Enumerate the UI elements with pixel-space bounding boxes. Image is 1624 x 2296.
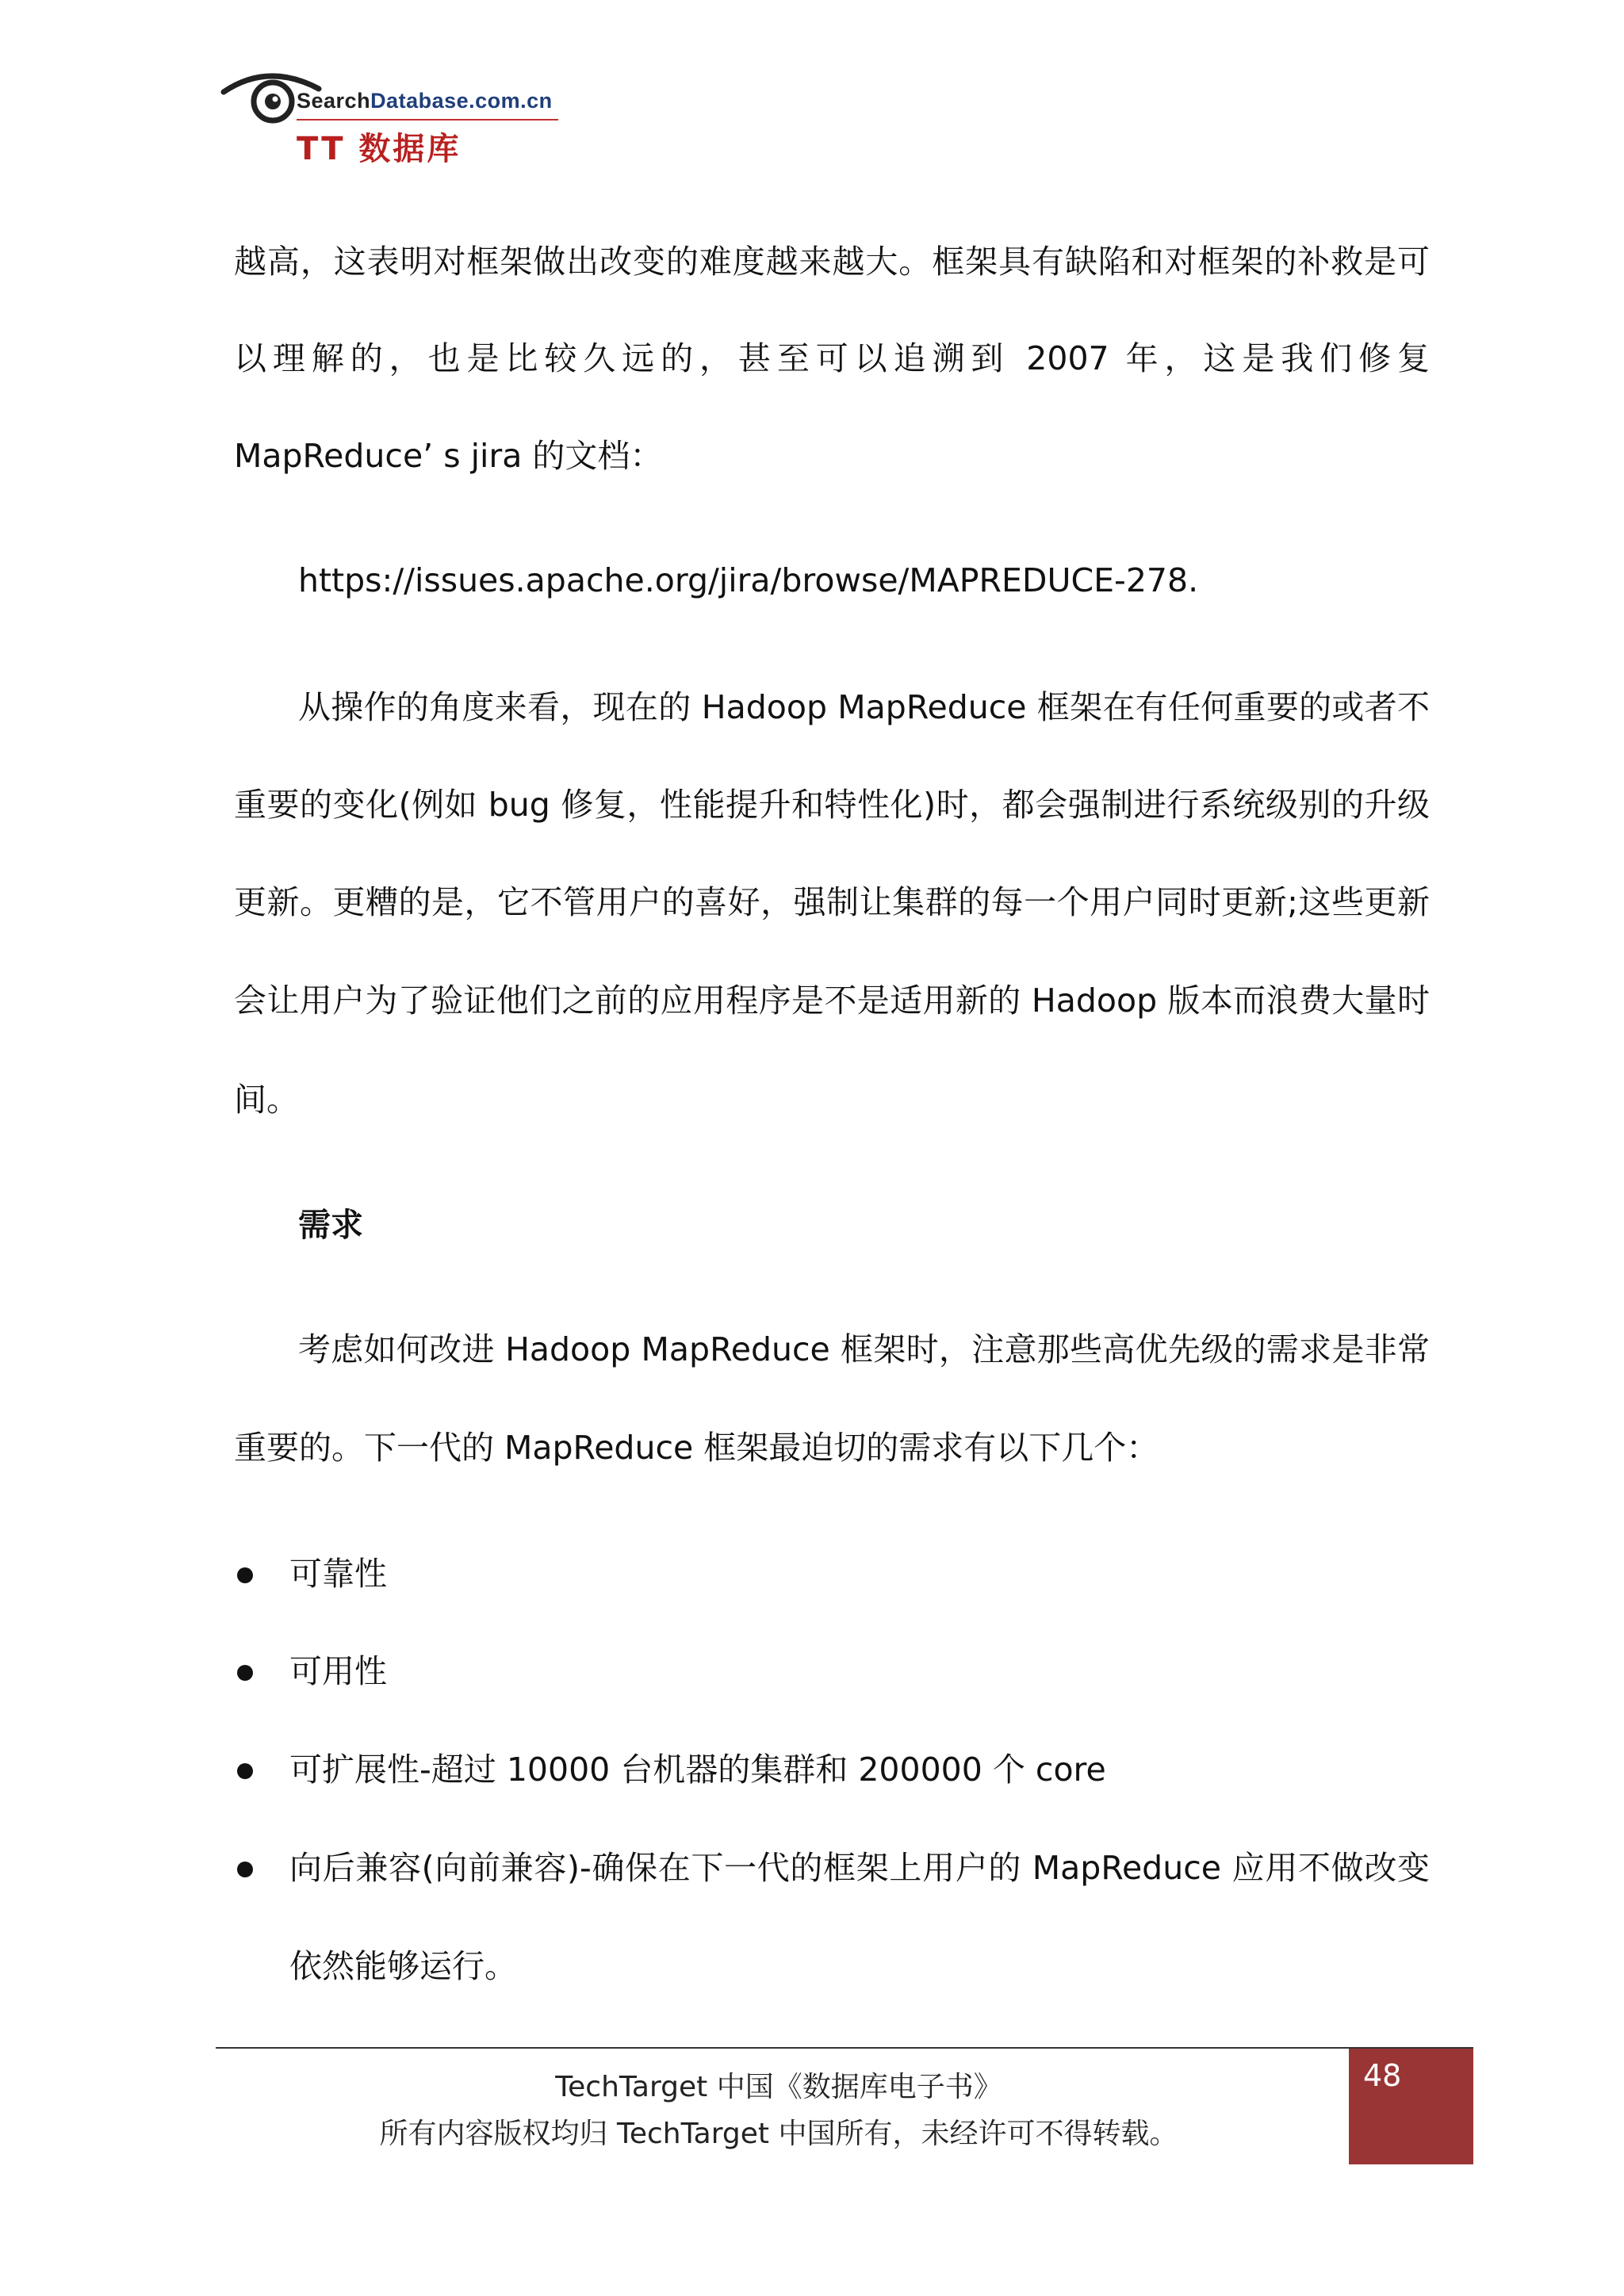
body-line: 以理解的，也是比较久远的，甚至可以追溯到 2007 年，这是我们修复 — [234, 339, 1430, 377]
list-item-continuation: 依然能够运行。 — [289, 1947, 517, 1985]
list-item-text: 向后兼容(向前兼容)-确保在下一代的框架上用户的 MapReduce 应用不做改变 — [289, 1849, 1430, 1887]
body-line: 从操作的角度来看，现在的 Hadoop MapReduce 框架在有任何重要的或者不 — [298, 688, 1430, 726]
bullet-icon — [237, 1665, 253, 1681]
site-logo — [220, 65, 569, 168]
logo-cn-name: TT 数据库 — [297, 131, 462, 167]
list-item-text: 可用性 — [289, 1652, 387, 1690]
body-line: 间。 — [234, 1081, 299, 1119]
body-line: 更新。更糟的是，它不管用户的喜好，强制让集群的每一个用户同时更新;这些更新 — [234, 883, 1430, 921]
jira-url: https://issues.apache.org/jira/browse/MAPREDUCE-278. — [298, 561, 1199, 599]
bullet-icon — [237, 1567, 253, 1583]
section-heading: 需求 — [298, 1206, 363, 1244]
list-item-text: 可扩展性-超过 10000 台机器的集群和 200000 个 core — [289, 1751, 1106, 1789]
body-line: 重要的变化(例如 bug 修复，性能提升和特性化)时，都会强制进行系统级别的升级 — [234, 786, 1430, 824]
body-line: MapReduce’ s jira 的文档： — [234, 437, 663, 475]
page-number: 48 — [1363, 2058, 1402, 2093]
bullet-icon — [237, 1862, 253, 1877]
logo-underline — [297, 119, 558, 121]
logo-site-name — [297, 89, 553, 113]
body-line: 会让用户为了验证他们之前的应用程序是不是适用新的 Hadoop 版本而浪费大量时 — [234, 982, 1430, 1020]
page-number-box — [1349, 2049, 1473, 2164]
section-line: 重要的。下一代的 MapReduce 框架最迫切的需求有以下几个： — [234, 1429, 1159, 1467]
list-item-text: 可靠性 — [289, 1555, 387, 1593]
section-line: 考虑如何改进 Hadoop MapReduce 框架时，注意那些高优先级的需求是非常 — [298, 1330, 1430, 1368]
body-line: 越高，这表明对框架做出改变的难度越来越大。框架具有缺陷和对框架的补救是可 — [234, 243, 1430, 281]
bullet-icon — [237, 1763, 253, 1779]
footer-divider — [216, 2047, 1473, 2049]
footer-title: TechTarget 中国《数据库电子书》 — [555, 2071, 1002, 2103]
logo-site-prefix: Search — [297, 89, 371, 113]
footer-copyright: 所有内容版权均归 TechTarget 中国所有，未经许可不得转载。 — [379, 2118, 1178, 2150]
logo-site-main: Database.com.cn — [370, 89, 553, 113]
